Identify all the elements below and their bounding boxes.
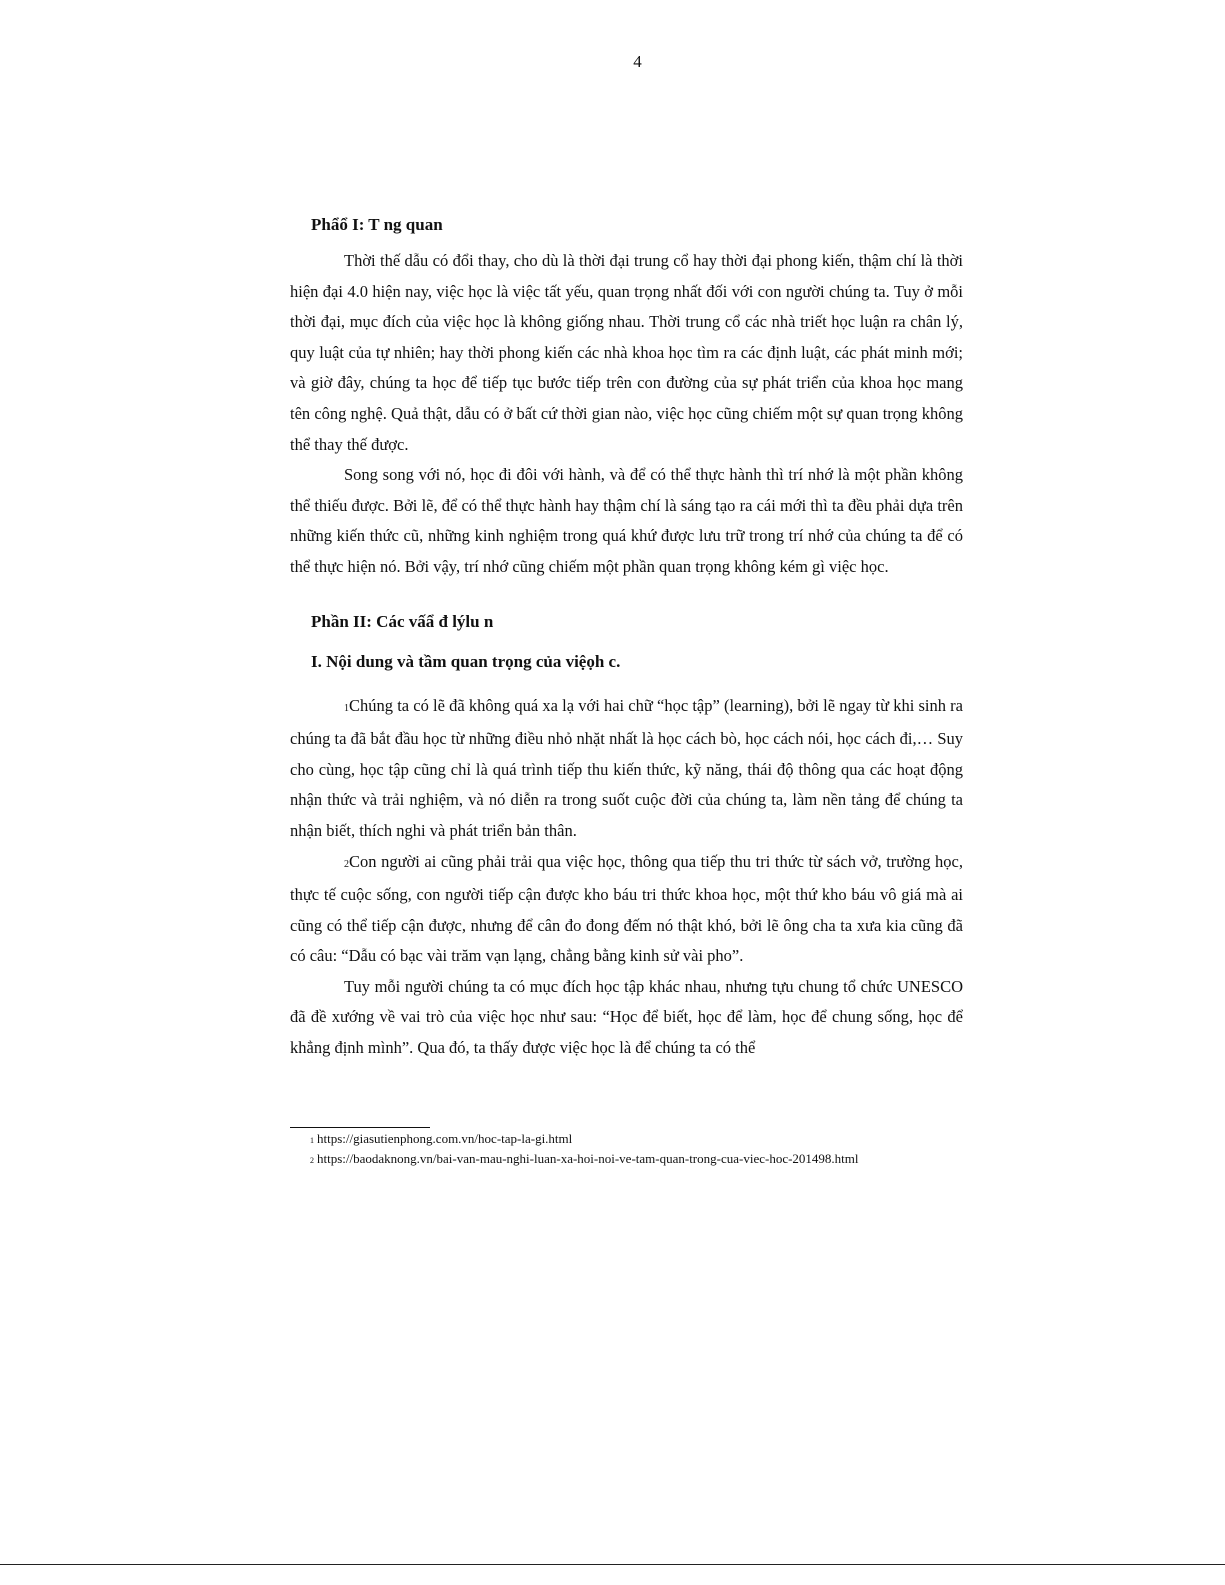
page-bottom-border <box>0 1564 1225 1565</box>
section-2-paragraph-1 <box>290 691 963 847</box>
section-2-paragraph-2-text: Con người ai cũng phải trải qua việc học, thông qua tiếp thu tri thức từ sách vở, trường học, thực tế cuộc sống, con người tiếp cận được kho báu tri thức khoa học, một thứ kho báu vô giá mà ai cũng có thể tiếp cận được, nhưng để cân đo đong đếm nó thật khó, bởi lẽ ông cha ta xưa kia cũng đã có câu: “Dẫu có bạc vài trăm vạn lạng, chẳng bằng kinh sử vài pho”. <box>290 851 963 966</box>
footnote-ref-2: 2 <box>344 858 349 870</box>
footnote-item <box>310 1150 970 1170</box>
section-1-paragraph-2: Song song với nó, học đi đôi với hành, và để có thể thực hành thì trí nhớ là một phần không thể thiếu được. Bởi lẽ, để có thể thực hành hay thậm chí là sáng tạo ra cái mới thì ta đều phải dựa trên những kiến thức cũ, những kinh nghiệm trong quá khứ được lưu trữ trong trí nhớ của chúng ta để có thể thực hiện nó. Bởi vậy, trí nhớ cũng chiếm một phần quan trọng không kém gì việc học. <box>290 465 963 576</box>
footnote-separator <box>290 1127 430 1128</box>
footnote-item <box>310 1130 970 1150</box>
section-spacer <box>290 583 963 609</box>
section-2-paragraph-3: Tuy mỗi người chúng ta có mục đích học tập khác nhau, nhưng tựu chung tổ chức UNESCO đã đề xướng về vai trò của việc học như sau: “Học để biết, học để làm, học để chung sống, học để khẳng định mình”. Qua đó, ta thấy được việc học là để chúng ta có thể <box>290 976 963 1058</box>
footnote-number: 1 <box>310 1136 314 1145</box>
footnotes <box>310 1130 970 1169</box>
footnote-link[interactable]: https://baodaknong.vn/bai-van-mau-nghi-luan-xa-hoi-noi-ve-tam-quan-trong-cua-viec-hoc-201498.html <box>317 1150 859 1166</box>
footnote-ref-1: 1 <box>344 702 349 714</box>
section-2-paragraph-2 <box>290 847 963 972</box>
section-1-heading: Phẩổ I: T ng quan <box>311 215 443 234</box>
footnote-number: 2 <box>310 1155 314 1165</box>
document-body <box>290 212 963 1064</box>
section-1-paragraph-1: Thời thế dẫu có đổi thay, cho dù là thời đại trung cổ hay thời đại phong kiến, thậm chí là thời hiện đại 4.0 hiện nay, việc học là việc tất yếu, quan trọng nhất đối với con người chúng ta. Tuy ở mỗi thời đại, mục đích của việc học là không giống nhau. Thời trung cổ các nhà triết học luận ra chân lý, quy luật của tự nhiên; hay thời phong kiến các nhà khoa học tìm ra các định luật, các phát minh mới; và giờ đây, chúng ta học để tiếp tục bước tiếp trên con đường của sự phát triển của khoa học mang tên công nghệ. Quả thật, dẫu có ở bất cứ thời gian nào, việc học cũng chiếm một sự quan trọng không thể thay thế được. <box>290 251 963 454</box>
page-number: 4 <box>633 52 642 71</box>
section-2-paragraph-1-text: Chúng ta có lẽ đã không quá xa lạ với hai chữ “học tập” (learning), bởi lẽ ngay từ khi sinh ra chúng ta đã bắt đầu học từ những điều nhỏ nhặt nhất là học cách bò, học cách nói, học cách đi,… Suy cho cùng, học tập cũng chỉ là quá trình tiếp thu kiến thức, kỹ năng, thái độ thông qua các hoạt động nhận thức và trải nghiệm, và nó diễn ra trong suốt cuộc đời của chúng ta, làm nền tảng để chúng ta nhận biết, thích nghi và phát triển bản thân. <box>290 695 963 840</box>
footnote-link[interactable]: https://giasutienphong.com.vn/hoc-tap-la-gi.html <box>317 1131 573 1146</box>
section-2-subheading: I. Nội dung và tầm quan trọng của việọh c. <box>311 651 621 671</box>
section-2-heading: Phần II: Các vấẩ đ lýlu n <box>311 611 494 631</box>
